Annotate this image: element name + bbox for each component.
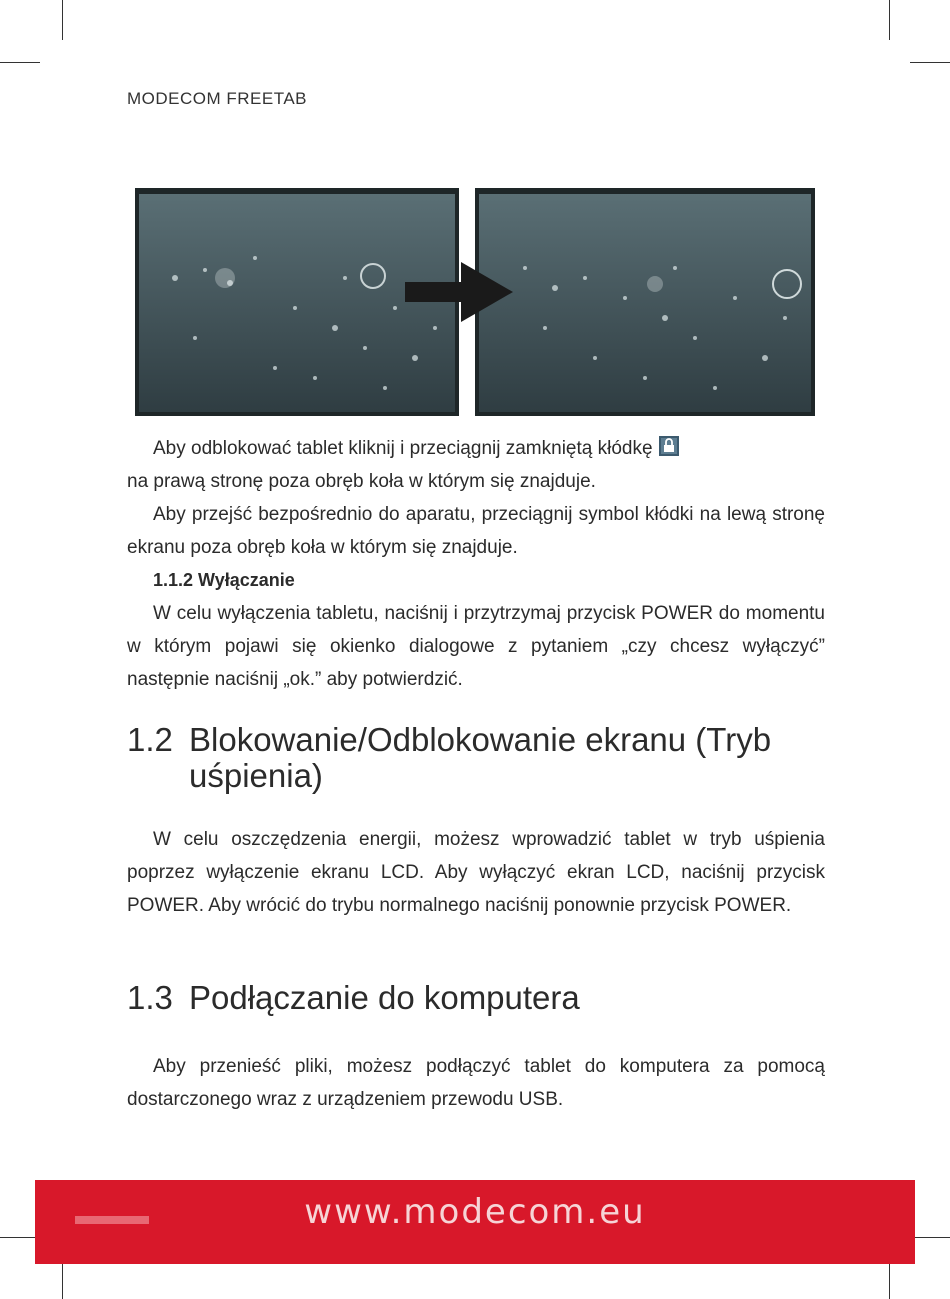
screenshot-unlocked	[475, 188, 815, 416]
footer-url[interactable]: www.modecom.eu	[304, 1192, 646, 1232]
footer-banner	[35, 1180, 915, 1264]
paragraph: Aby przenieść pliki, możesz podłączyć tablet do komputera za pomocą dostarczonego wraz z urządzeniem przewodu USB.	[127, 1056, 825, 1110]
section-unlock-text	[127, 432, 825, 696]
crop-mark	[0, 1237, 40, 1238]
heading-number: 1.2	[127, 721, 173, 758]
crop-mark	[889, 0, 890, 40]
paragraph: Aby odblokować tablet kliknij i przeciągnij zamkniętą kłódkę	[127, 432, 825, 465]
unlock-screenshots	[135, 188, 815, 416]
lock-icon	[659, 436, 679, 456]
heading-1-3	[127, 980, 825, 1016]
heading-number: 1.3	[127, 979, 173, 1016]
heading-1-2	[127, 722, 825, 794]
paragraph: Aby przejść bezpośrednio do aparatu, przeciągnij symbol kłódki na lewą stronę ekranu poza obręb koła w którym się znajduje.	[127, 504, 825, 558]
paragraph: W celu wyłączenia tabletu, naciśnij i przytrzymaj przycisk POWER do momentu w którym pojawi się okienko dialogowe z pytaniem „czy chcesz wyłączyć” następnie naciśnij „ok.” aby potwierdzić.	[127, 603, 825, 690]
crop-mark	[0, 62, 40, 63]
crop-mark	[910, 1237, 950, 1238]
crop-mark	[889, 1259, 890, 1299]
heading-title: Podłączanie do komputera	[189, 979, 580, 1016]
paragraph: na prawą stronę poza obręb koła w którym się znajduje.	[127, 471, 596, 492]
section-1-2-text	[127, 823, 825, 922]
heading-title-cont: uśpienia)	[189, 757, 323, 794]
heading-title: Blokowanie/Odblokowanie ekranu (Tryb	[189, 721, 772, 758]
page-header: MODECOM FREETAB	[127, 89, 308, 108]
subheading: 1.1.2 Wyłączanie	[153, 570, 295, 590]
crop-mark	[62, 0, 63, 40]
crop-mark	[62, 1259, 63, 1299]
crop-mark	[910, 62, 950, 63]
section-1-3-text	[127, 1050, 825, 1116]
arrow-right-icon	[405, 260, 515, 324]
paragraph: W celu oszczędzenia energii, możesz wprowadzić tablet w tryb uśpienia poprzez wyłączenie ekranu LCD. Aby wyłączyć ekran LCD, naciśnij przycisk POWER. Aby wrócić do trybu normalnego naciśnij ponownie przycisk POWER.	[127, 829, 825, 916]
